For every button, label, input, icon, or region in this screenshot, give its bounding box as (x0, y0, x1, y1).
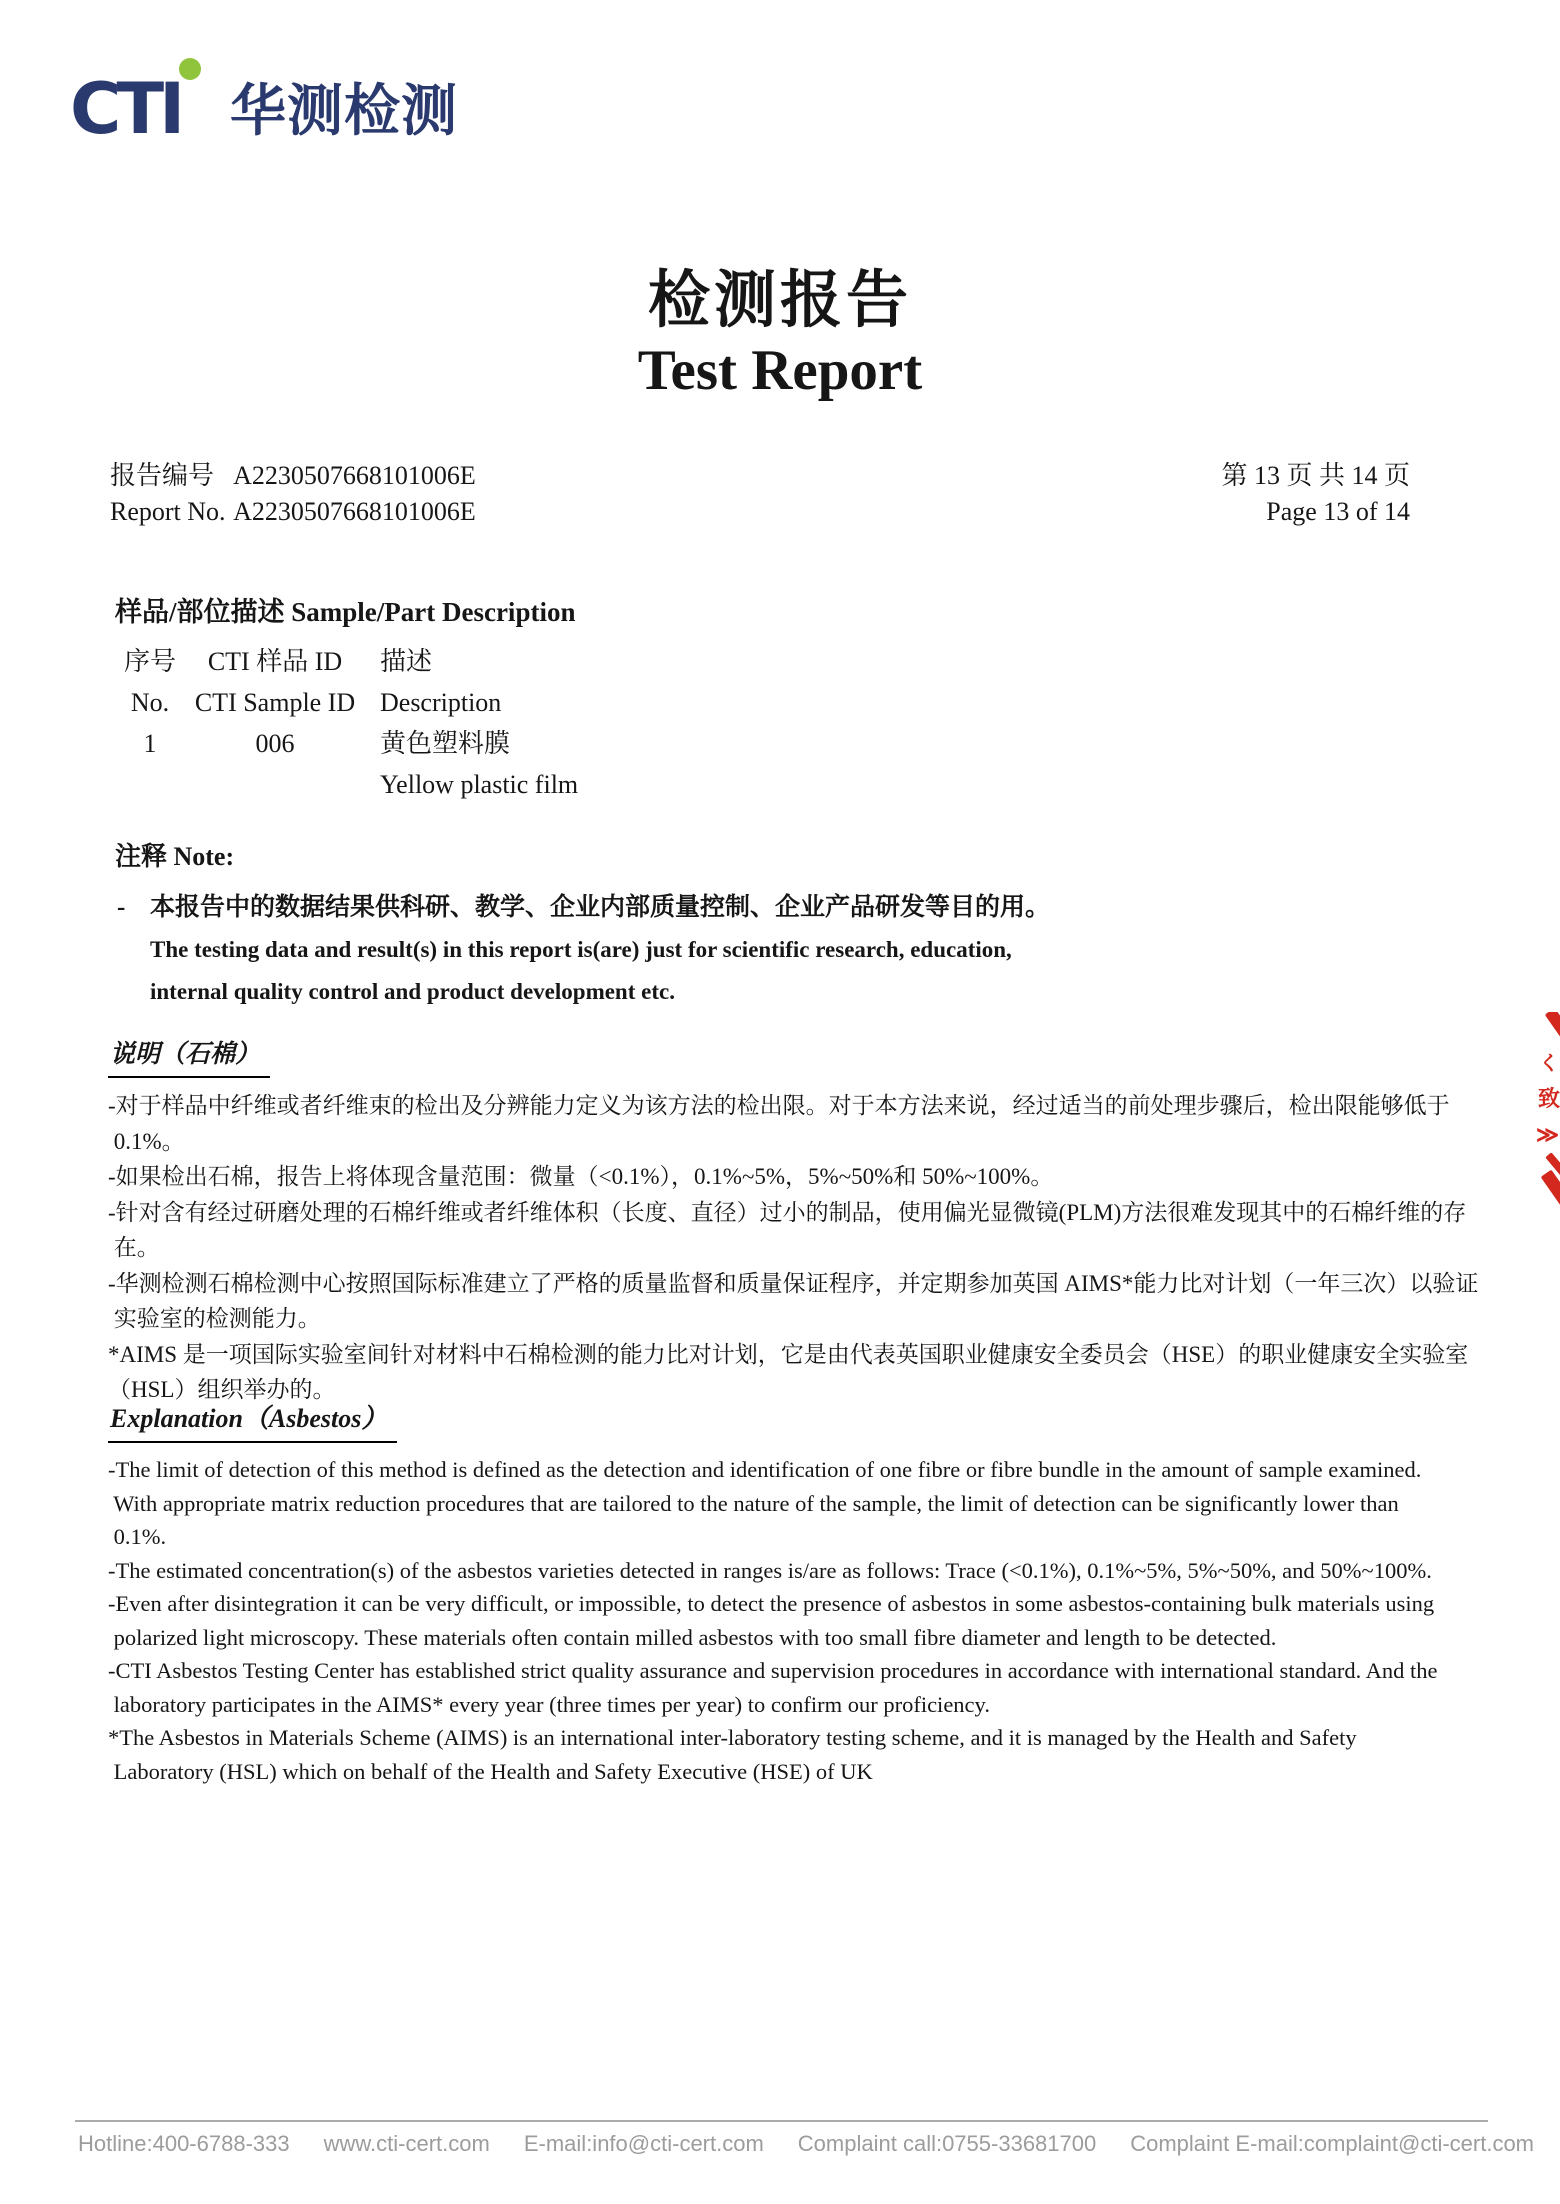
report-no-row-zh (110, 458, 1410, 494)
note-section (115, 836, 1460, 1013)
sample-desc-zh: 黄色塑料膜 (380, 729, 511, 758)
col-sample-id-zh: CTI 样品 ID (207, 647, 343, 676)
seal-glyph: 致 (1538, 1086, 1560, 1111)
report-title-zh: 检测报告 (647, 267, 912, 335)
report-no-label-zh: 报告编号 (110, 461, 215, 490)
explanation-line: （HSL）组织举办的。 (108, 1377, 336, 1402)
col-desc-en: Description (380, 688, 502, 717)
note-line-zh: - 本报告中的数据结果供科研、教学、企业内部质量控制、企业产品研发等目的用。 (115, 887, 1460, 929)
footer-hotline: Hotline:400-6788-333 (78, 2131, 290, 2156)
explanation-line: 0.1%。 (108, 1128, 185, 1154)
explanation-line: *AIMS 是一项国际实验室间针对材料中石棉检测的能力比对计划，它是由代表英国职业健康安全委员会（HSE）的职业健康安全实验室 (108, 1341, 1469, 1367)
explanation-line: -针对含有经过研磨处理的石棉纤维或者纤维体积（长度、直径）过小的制品，使用偏光显微镜(PLM)方法很难发现其中的石棉纤维的存 (108, 1199, 1467, 1225)
logo-chinese-text: 华测检测 (230, 79, 458, 144)
explanation-line: 在。 (108, 1235, 160, 1260)
explanation-line: polarized light microscopy. These materials often contain milled asbestos with too small fibre diameter and length to be detected. (108, 1624, 1277, 1650)
page-indicator-zh: 第 13 页 共 14 页 (1221, 461, 1410, 490)
col-no-zh: 序号 (123, 647, 176, 676)
page-indicator-en: Page 13 of 14 (1266, 497, 1410, 526)
footer-website: www.cti-cert.com (323, 2131, 490, 2156)
explanation-line: -CTI Asbestos Testing Center has established strict quality assurance and supervision procedures in accordance with international standard. And the (108, 1658, 1438, 1683)
sample-table-header-en (115, 682, 1460, 723)
col-desc-zh: 描述 (380, 647, 433, 676)
explanation-section-zh (108, 1034, 1540, 1408)
report-no-label-en: Report No. (110, 497, 226, 526)
report-no-value: A2230507668101006E (233, 461, 476, 490)
explanation-line: -The estimated concentration(s) of the asbestos varieties detected in ranges is/are as follows: Trace (<0.1%), 0.1%~5%, 5%~50%, and 50%~100%. (108, 1557, 1432, 1583)
explanation-line: laboratory participates in the AIMS* every year (three times per year) to confirm our proficiency. (108, 1691, 990, 1717)
footer-complaint-call: Complaint call:0755-33681700 (797, 2131, 1097, 2156)
sample-no: 1 (143, 729, 157, 758)
explanation-heading-en: Explanation（Asbestos） (108, 1398, 397, 1443)
logo-green-dot-icon (179, 58, 201, 80)
footer-email: E-mail:info@cti-cert.com (523, 2131, 764, 2156)
seal-stroke (1541, 1170, 1560, 1212)
footer (78, 2131, 1534, 2157)
red-seal-fragment (1534, 1012, 1560, 1222)
explanation-line: 0.1%. (108, 1524, 167, 1549)
col-no-en: No. (130, 688, 170, 717)
cti-logo (70, 52, 490, 150)
explanation-line: -The limit of detection of this method is defined as the detection and identification of one fibre or fibre bundle in the amount of sample examined. (108, 1457, 1422, 1482)
sample-desc-en: Yellow plastic film (380, 770, 579, 799)
explanation-section-en (108, 1398, 1540, 1788)
explanation-line: 实验室的检测能力。 (108, 1306, 321, 1331)
note-dash: - (117, 894, 126, 921)
sample-table-header-zh (115, 641, 1460, 682)
explanation-heading-zh: 说明（石棉） (108, 1034, 270, 1078)
col-sample-id-en: CTI Sample ID (194, 688, 356, 717)
seal-glyph: ≫ (1536, 1122, 1560, 1147)
explanation-line: With appropriate matrix reduction procedures that are tailored to the nature of the sample, the limit of detection can be significantly lower than (108, 1490, 1399, 1516)
footer-divider (75, 2120, 1488, 2122)
explanation-line: -华测检测石棉检测中心按照国际标准建立了严格的质量监督和质量保证程序，并定期参加英国 AIMS*能力比对计划（一年三次）以验证 (108, 1270, 1479, 1296)
sample-section-heading: 样品/部位描述 Sample/Part Description (115, 597, 576, 627)
sample-table-row (115, 764, 1460, 805)
sample-description-section (115, 590, 1460, 805)
logo-cti-text: CTI (70, 68, 181, 150)
sample-table-row (115, 723, 1460, 764)
explanation-line: Laboratory (HSL) which on behalf of the Health and Safety Executive (HSE) of UK (108, 1758, 873, 1784)
sample-id: 006 (255, 729, 295, 758)
report-info (110, 458, 1410, 530)
page-indicator (1221, 458, 1410, 530)
report-no-value: A2230507668101006E (233, 497, 476, 526)
explanation-line: -如果检出石棉，报告上将体现含量范围：微量（<0.1%），0.1%~5%，5%~50%和 50%~100%。 (108, 1164, 1054, 1189)
explanation-line: -Even after disintegration it can be very difficult, or impossible, to detect the presence of asbestos in some asbestos-containing bulk materials using (108, 1591, 1435, 1616)
note-line-en: The testing data and result(s) in this report is(are) just for scientific research, education, (150, 937, 1012, 962)
note-heading: 注释 Note: (115, 842, 235, 871)
footer-complaint-email: Complaint E-mail:complaint@cti-cert.com (1130, 2131, 1535, 2156)
report-no-row-en (110, 494, 1410, 530)
seal-stroke (1545, 1012, 1560, 1044)
explanation-line: *The Asbestos in Materials Scheme (AIMS) is an international inter-laboratory testing scheme, and it is managed by the Health and Safety (108, 1725, 1357, 1750)
seal-glyph: く (1539, 1053, 1559, 1075)
explanation-line: -对于样品中纤维或者纤维束的检出及分辨能力定义为该方法的检出限。对于本方法来说，经过适当的前处理步骤后，检出限能够低于 (108, 1093, 1450, 1118)
note-line-en: internal quality control and product development etc. (150, 979, 675, 1004)
report-title-en: Test Report (637, 339, 923, 402)
